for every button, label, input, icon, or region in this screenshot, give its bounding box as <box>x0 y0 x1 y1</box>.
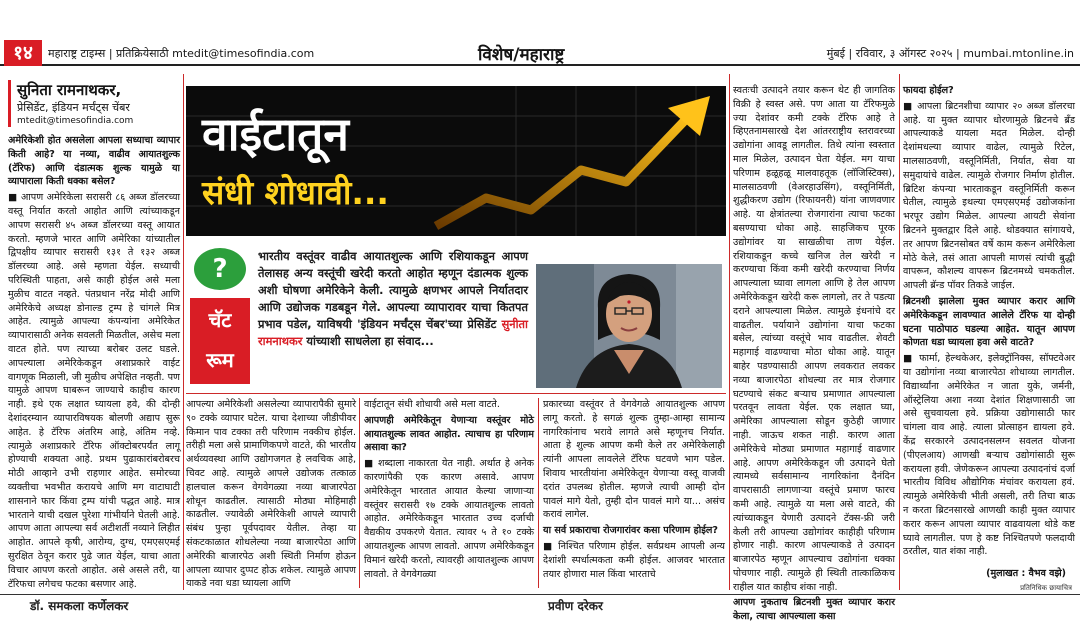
author-org: प्रेसिडेंट, इंडियन मर्चंट्स चेंबर <box>17 101 130 114</box>
logo-red-block <box>190 298 250 384</box>
page-number: १४ <box>4 40 42 66</box>
next-article-strip <box>0 594 1080 613</box>
column-4-text: प्रकारच्या वस्तूंवर ते वेगवेगळे आयातशुल्क आपण लागू करतो. हे सगळं शुल्क तुम्हा-आम्हा सामान्य नागरिकांनाच भरावे लागते असे म्हणूनच निर्यात. आता हे शुल्क आपण कमी केले तर अमेरिकेलाही त्यांनी आपला लावलेले टॅरिफ घटवणे भाग पडेल. शिवाय भारतीयांना अमेरिकेतून येणाऱ्या वस्तू वाजवी दरांत उपलब्ध होतील. म्हणजे त्याची आम्ही दोन पावलं मागे येतो, तुम्ही दोन पावलं मागे या... असंच करावं लागेल. <box>543 399 725 521</box>
byline <box>8 80 184 127</box>
hero-banner <box>186 86 726 236</box>
section-title: विशेष/महाराष्ट्र <box>478 45 565 65</box>
masthead-left-text: महाराष्ट्र टाइम्स | प्रतिक्रियेसाठी mtedit@timesofindia.com <box>48 47 315 60</box>
question-3: या सर्व प्रकाराचा रोजगारांवर कसा परिणाम होईल? <box>543 525 718 537</box>
headline-line-2: संधी शोधावी... <box>202 173 389 212</box>
question-4-continued: फायदा होईल? <box>903 85 954 96</box>
masthead-date-text: मुंबई | रविवार, ३ ऑगस्ट २०२५ | mumbai.mtonline.in <box>826 47 1074 60</box>
headline-line-1: वाईटातून <box>202 107 349 161</box>
question-1: अमेरिकेशी होत असलेला आपला सध्याचा व्यापार किती आहे? या नव्या, वाढीव आयातशुल्क (टॅरिफ) आणि दंडात्मक शुल्क यामुळे या व्यापाराला किती धक्का बसेल? <box>8 135 180 188</box>
section-rule <box>186 393 726 394</box>
answer-3: ■ निश्चित परिणाम होईल. सर्वप्रथम आपली अन्य देशांशी स्पर्धात्मकता कमी होईल. आजवर भारतात तयार होणारा माल किंवा भारताचे <box>543 540 725 580</box>
intro-paragraph <box>258 248 528 350</box>
author-photo <box>536 264 722 388</box>
answer-5: ■ फार्मा, हेल्थकेअर, इलेक्ट्रॉनिक्स, सॉफ्टवेअर या उद्योगांना नव्या बाजारपेठा शोधाव्या लागतील. विद्यार्थ्यांना अमेरिकेत न जाता युके, जर्मनी, ऑस्ट्रेलिया अशा नव्या देशांत शिक्षणासाठी जा असे सुचवायला हवे. प्रक्रिया उद्योगासाठी फार चांगला वाव आहे. त्याला प्रोत्साहन द्यायला हवे. केंद्र सरकारने उत्पादनसलग्न सवलत योजना (पीएलआय) आणखी बऱ्याच उद्योगांसाठी सुरू करायला हवी. जेणेकरून आपल्या उत्पादनांचं दर्जा भारतीय विविध औद्योगिक मंचांवर करायला हवं. त्यामुळे अमेरिकेची भीती असली, तरी तिचा बाऊ न करता ब्रिटनसारखे आणखी काही मुक्त व्यापार करार करून आपला व्यापार वाढवायला थोडे कष्ट घ्यावे लागतील. पण हे कष्ट निश्चितपणे फलदायी ठरतील, यात शंका नाही. <box>903 353 1075 558</box>
photo-credit: प्रतिनिधिक छायाचित्र <box>1020 584 1072 592</box>
question-2: आपणही अमेरिकेतून येणाऱ्या वस्तूंवर मोठे आयातशुल्क लावत आहोत. त्याचाच हा परिणाम असावा का? <box>364 414 534 454</box>
article-column-6 <box>903 84 1075 564</box>
author-name: सुनिता रामनाथकर, <box>17 81 122 99</box>
masthead <box>0 40 1080 66</box>
column-rule <box>729 74 730 590</box>
article-column-2 <box>186 398 356 588</box>
chat-room-logo <box>190 248 250 388</box>
column-rule <box>183 74 184 590</box>
column-3-text: वाईटातून संधी शोधायी असे मला वाटते. <box>364 399 500 410</box>
column-5-text: स्वतःची उत्पादने तयार करून थेट ही जागतिक विक्री हे स्वस्त असे. पण आता या टॅरिफमुळे ज्या देशांवर कमी टक्के टॅरिफ आहे ते व्हिएतनामसारखे देश आंतरराष्ट्रीय स्तरावरच्या उद्योगांना आवडू लागतील. तिथे त्यांना स्वस्तात माल मिळेल, उत्पादन घेता येईल. मग याचा परिणाम हळूहळू मालवाहतूक (लॉजिस्टिक्स), मालसाठवणी (वेअरहाउसिंग), वस्तूनिर्मिती, शुद्धीकरण उद्योग (रिफायनरी) यांना जाणवणार आहे. या क्षेत्रांतल्या रोजगारांना त्याचा फटका बसण्याचा धोका आहे. साहजिकच पूरक उद्योगांवर या साखळीचा ताण येईल. रशियाकडून कच्चे खनिज तेल खरेदी न करण्याचा किंवा कमी खरेदी करण्याचा निर्णय आपल्याला घ्यावा लागला आणि हे तेल आपण अमेरिकेकडून खरेदी करू लागलो, तर ते पडत्या दराने आपल्याला मिळेल. त्यामुळे इंधनांचे दर वाढतील. पर्यायाने उद्योगांना याचा फटका बसेल, त्यांच्या वस्तूंचे भाव वाढतील. शेवटी महागाई वाढण्याचा मोठा धोका आहे. यातून बाहेर पडण्यासाठी आपण लवकरात लवकर नव्या बाजारपेठा शोधल्या तर मात्र रोजगार घटण्याचे संकट बऱ्याच प्रमाणात आपल्याला परतवून लावता येईल. एक लक्षात घ्या, अमेरिका आपल्याला सोडून कुठेही जाणार नाही. जाऊच शकत नाही. कारण आता अमेरिकेचे मोठ्या प्रमाणात महागाई वाढणार आहे. आपण अमेरिकेकडून जी उत्पादने घेतो त्यामध्ये सर्वसामान्य नागरिकांना दैनंदिन वापरासाठी लागणाऱ्या वस्तूंचे प्रमाण फारच कमी आहे. त्यामुळे या मला असे वाटते, की त्यांच्याकडून येणारी उत्पादने टॅक्स-फ्री जरी केली तरी आपल्या उद्योगांवर काहीही परिणाम होणार नाही. कारण आपल्याकडे ते उत्पादन बाजारपेठ म्हणून आपल्याच उद्योगांना धक्का पोचणार नाही. त्यामुळे ही स्थिती तात्काळिकच राहील यात काहीच शंका नाही. <box>733 85 895 593</box>
article-column-5 <box>733 84 895 623</box>
intro-highlight-name: सुनीता रामनाथकर <box>258 317 528 348</box>
article-column-3 <box>364 398 534 588</box>
question-mark-icon: ? <box>212 254 228 284</box>
next-article-author-left: डॉ. समकला कर्णेलकर <box>30 599 129 613</box>
article-column-4 <box>543 398 725 588</box>
column-rule <box>899 74 900 590</box>
answer-1: ■ आपण अमेरिकेला सरासरी ८६ अब्ज डॉलरच्या वस्तू निर्यात करतो आहोत आणि त्यांच्याकडून आपण सरासरी ४५ अब्ज डॉलरच्या वस्तू आयात करतो. म्हणजे भारत आणि अमेरिका यांच्यातील द्विपक्षीय व्यापार सरासरी १३१ ते १३२ अब्ज डॉलरच्या आहे. असे म्हणता येईल. सध्याची परिस्थिती पाहता, असे काही होईल असे मला मुळीच वाटत नव्हते. पंतप्रधान नरेंद्र मोदी आणि अमेरिकेचे अध्यक्ष डोनाल्ड ट्रम्प हे चांगले मित्र आहेत. त्यामुळे आपल्या कंपन्यांना अमेरिकेत व्यापारासाठी अनेक सवलती मिळतील, असेच मला वाटत होते. पण त्याच्या बरोबर उलट घडले. आपल्याला अमेरिकेकडून अशाप्रकारे वाईट वागणूक मिळाली, जी मुळीच अपेक्षित नव्हती. पण यामुळे आपण घाबरून जाण्याचे काहीच कारण नाही. इथे एक लक्षात घ्यायला हवे, की दोन्ही देशांदरम्यान व्यापारविषयक बोलणी अद्याप सुरू आहेत. हे टॅरिफ अंतरिम आहे, अंतिम नव्हे. त्यामुळे अशाप्रकारे टॅरिफ ऑक्टोबरपर्यंत लागू होण्याची शक्यता आहे. प्रथम पुढाकारांबरोबरच मोठी आव्हाने उभी राहणार आहेत. समोरच्या व्यक्तीचा भवभीत करायचे आणि मग वाटाघाटी शासनाने फार किंवा ट्रम्प यांची पद्धत आहे. मात्र भारताने याची दखल पुरेशा गांभीर्याने घेतली आहे. आपण आता आपल्या सर्व अटीशर्ती नव्याने लिहीत आहोत. आपले कृषी, आरोग्य, दुग्ध, एमएसएमई सुरक्षित ठेवून करार पुढे जात येईल, याचा आता विचार आपण करतो आहोत. असे असले तरी, या टॅरिफचा लगेचच फटका बसणार आहे. <box>8 192 180 590</box>
logo-word-2: रूम <box>206 348 234 372</box>
logo-word-1: चॅट <box>208 308 232 332</box>
column-rule <box>538 398 539 588</box>
intro-text: भारतीय वस्तूंवर वाढीव आयातशुल्क आणि रशियाकडून आपण तेलासह अन्य वस्तूंची खरेदी करतो आहोत म्हणून दंडात्मक शुल्क अशी घोषणा अमेरिकेने केली. त्यामुळे क्षणभर आपले निर्यातदार आणि उद्योजक गडबडून गेले. आपल्या व्यापारावर याचा कितपत प्रभाव पडेल, याविषयी 'इंडियन मर्चंट्स चेंबर'च्या प्रेसिडेंट <box>258 249 528 331</box>
answer-4: ■ आपला ब्रिटनशीचा व्यापार २० अब्ज डॉलरचा आहे. या मुक्त व्यापार धोरणामुळे ब्रिटनचे ब्रँड आपल्याकडे यायला मदत मिळेल. दोन्ही देशांमधल्या व्यापार वाढेल, त्यामुळे रिटेल, मालसाठवणी, वस्तूनिर्मिती, निर्यात, सेवा या समुदायांचे वाढेल. त्यामुळे रोजगार निर्माण होतील. ब्रिटिश कंपन्या भारताकडून वस्तूनिर्मिती करून घेतील, त्यामुळे इथल्या एमएसएमई उद्योजकांना भरपूर उद्योग मिळेल. आपल्या आयटी सेवांना ब्रिटनने मुक्तद्वार दिले आहे. थोडक्यात सांगायचे, तर आपण ब्रिटनसोबत वर्षे काम करून अमेरिकेला मोठे केले, तसं आता आपली माणसं त्यांची बुद्धी वापरून, कौशल्य वापरून ब्रिटनमध्ये चमकतील. आपली ब्रॅन्ड पॉवर तिकडे जाईल. <box>903 100 1075 292</box>
column-rule <box>359 398 360 588</box>
article-column-1 <box>8 134 180 590</box>
column-2-text: आपल्या अमेरिकेशी असलेल्या व्यापारापैकी सुमारे ९० टक्के व्यापार घटेल. याचा देशाच्या जीडीपीवर किमान पाव टक्का तरी परिणाम नक्कीच होईल. तरीही मला असे प्रामाणिकपणे वाटते, की भारतीय अर्थव्यवस्था आणि उद्योगजगत हे लवचिक आहे, चिवट आहे. त्यामुळे आपले उद्योजक तत्काळ हालचाल करून वेगवेगळ्या नव्या बाजारपेठा शोधून काढतील. त्यासाठी मोठ्या मोहिमाही काढतील. ज्यावेळी अमेरिकेशी आपले व्यापारी संबंध पुन्हा पूर्वपदावर येतील. तेव्हा या संकटकाळात शोधलेल्या नव्या बाजारपेठा आणि अमेरिकी बाजारपेठ अशी स्थिती निर्माण होऊन आपला व्यापार दुप्पट होऊ शकेल. त्यामुळे आपण याकडे नवा धडा घ्यायला आणि <box>186 399 356 590</box>
intro-tail: यांच्याशी साधलेला हा संवाद... <box>306 334 434 348</box>
next-article-author-right: प्रवीण दरेकर <box>548 599 603 613</box>
author-email: mtedit@timesofindia.com <box>17 116 134 126</box>
question-5: ब्रिटनशी झालेला मुक्त व्यापार करार आणि अमेरिकेकडून लावण्यात आलेले टॅरिफ या दोन्ही घटना पाठोपाठ घडल्या आहेत. यातून आपण कोणता धडा घ्यायला हवा असे वाटते? <box>903 295 1075 349</box>
person-portrait-icon <box>536 264 722 388</box>
interview-credit: (मुलाखत : वैभव वझे) <box>986 568 1066 579</box>
answer-2: ■ शब्दाला नाकारता येत नाही. अर्थात हे अनेक कारणांपैकी एक कारण असावे. आपण अमेरिकेतून भारतात आयात केल्या जाणाऱ्या वस्तूंवर सरासरी १७ टक्के आयातशुल्क लावतो आहोत. अमेरिकेकडून भारतात उच्च दर्जाची वैद्यकीय उपकरणे येतात. त्यावर ५ ते १० टक्के आयातशुल्क आपण लावतो. आपण अमेरिकेकडून विमानं खरेदी करतो, त्यावरही आयातशुल्क आपण लावतो. ते वेगवेगळ्या <box>364 458 534 580</box>
question-4: आपण नुकताच ब्रिटनशी मुक्त व्यापार करार केला, त्याचा आपल्याला कसा <box>733 597 895 623</box>
